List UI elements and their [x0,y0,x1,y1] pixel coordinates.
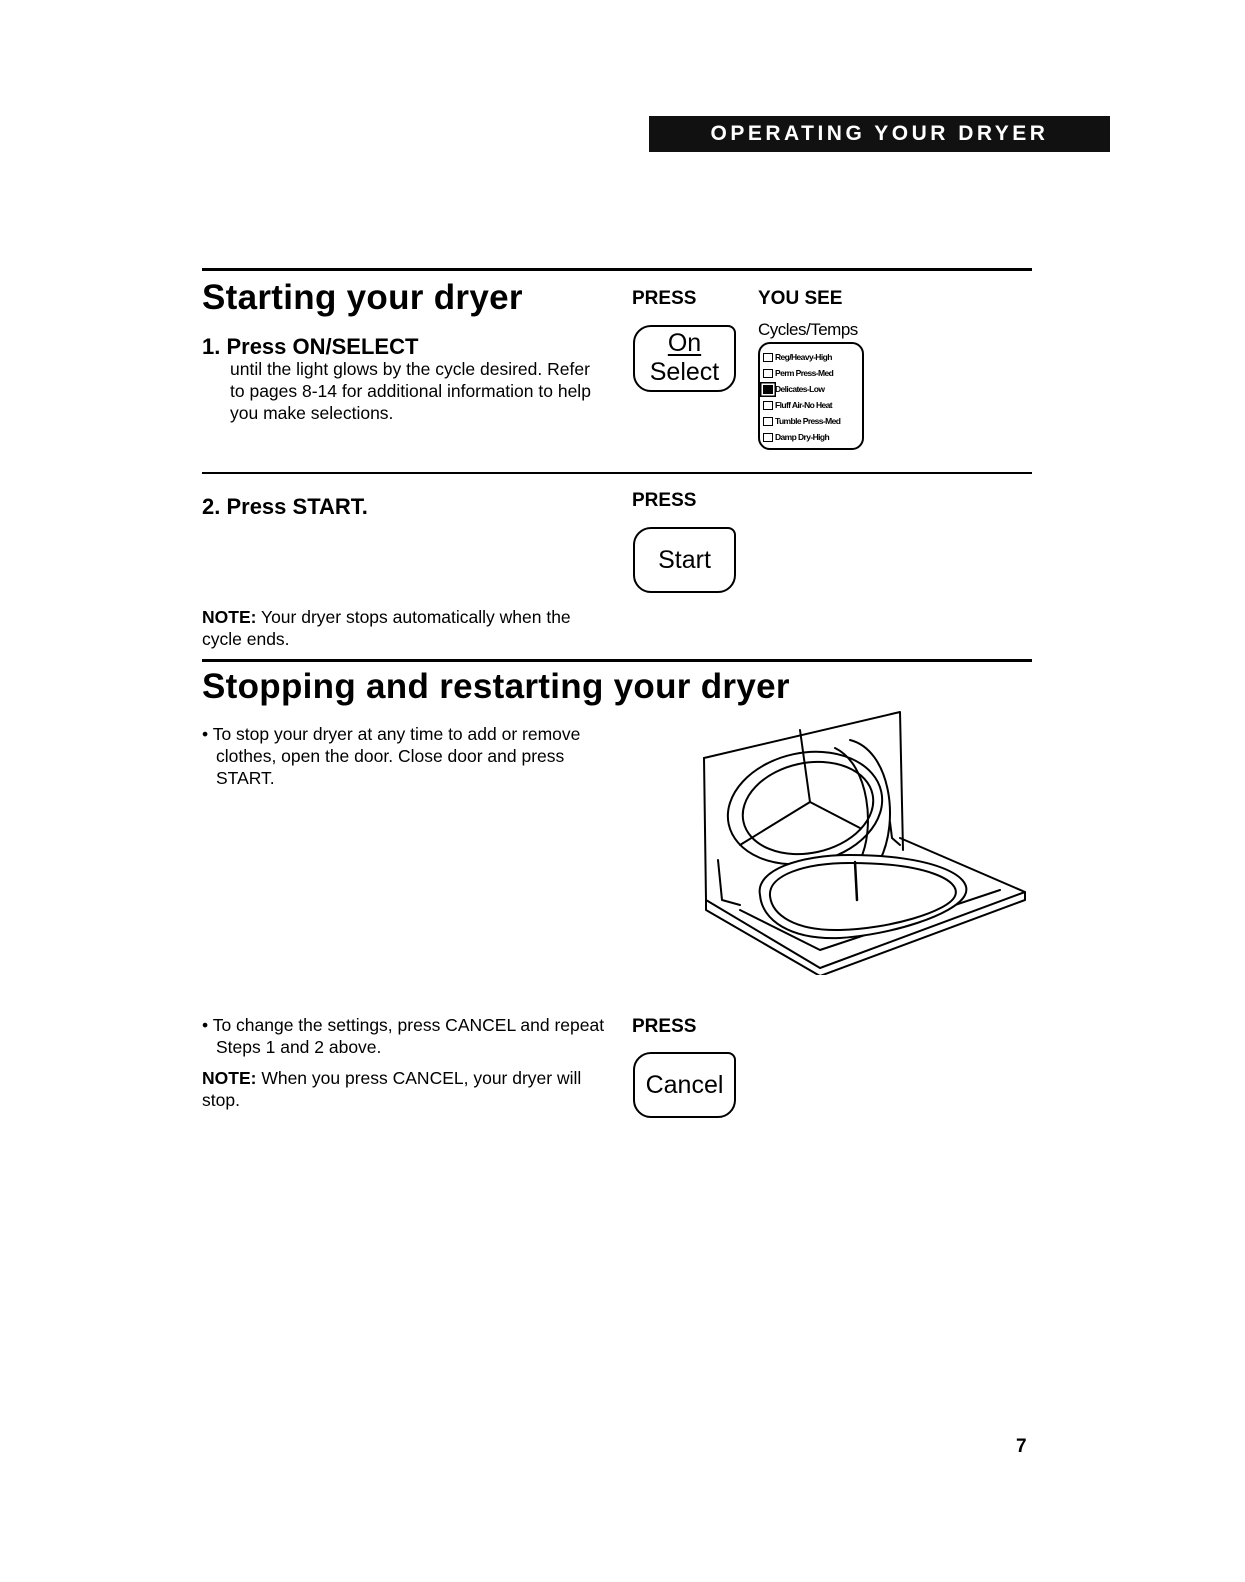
cycle-panel [758,342,864,450]
cycle-item[interactable] [763,429,860,445]
cycle-panel-title: Cycles/Temps [758,320,858,339]
cycle-light-icon [763,353,773,362]
cycle-light-icon [763,417,773,426]
stopping-title: Stopping and restarting your dryer [202,667,790,706]
cycle-item[interactable] [763,413,860,429]
page-number: 7 [1016,1436,1027,1457]
cycle-item-label: Reg/Heavy-High [775,352,832,362]
you-see-label: YOU SEE [758,288,843,309]
on-label: On [667,329,702,357]
bullet-dot: • [202,1015,213,1035]
dryer-open-door-illustration [700,710,1030,975]
cycle-item-label: Damp Dry-High [775,432,830,442]
step1-text: until the light glows by the cycle desired. Refer to pages 8-14 for additional information to help you make selections. [230,359,591,423]
cycle-item-label: Perm Press-Med [775,368,834,378]
cycle-item-label: Tumble Press-Med [775,416,841,426]
cycle-item-label: Delicates-Low [775,384,825,394]
note-label: NOTE: [202,607,257,627]
cycle-item[interactable] [763,365,860,381]
press-label: PRESS [632,1016,697,1037]
cycle-light-icon [763,433,773,442]
cycle-light-glowing-icon [763,385,773,394]
note-text: Your dryer stops automatically when the cycle ends. [202,607,571,649]
bullet-change-settings [202,1014,606,1058]
bullet-dot: • [202,724,213,744]
select-label: Select [649,358,720,386]
cancel-button[interactable]: Cancel [633,1052,736,1118]
cycle-item[interactable] [763,349,860,365]
section-banner: OPERATING YOUR DRYER [649,116,1110,152]
note-auto-stop [202,606,612,650]
press-label: PRESS [632,490,697,511]
step-divider [202,472,1032,474]
section-divider [202,268,1032,271]
bullet-text: To change the settings, press CANCEL and repeat Steps 1 and 2 above. [212,1015,605,1057]
cycle-light-icon [763,369,773,378]
starting-title: Starting your dryer [202,278,523,317]
cycle-item-label: Fluff Air-No Heat [775,400,833,410]
start-button[interactable]: Start [633,527,736,593]
section-divider [202,659,1032,662]
cycle-item[interactable] [763,397,860,413]
step2-heading: 2. Press START. [202,494,368,519]
cycle-item-selected[interactable] [763,381,860,397]
press-label: PRESS [632,288,697,309]
note-label: NOTE: [202,1068,257,1088]
on-select-button[interactable] [633,325,736,392]
cycle-light-icon [763,401,773,410]
note-cancel [202,1067,592,1111]
step1-heading: 1. Press ON/SELECT [202,334,419,359]
note-text: When you press CANCEL, your dryer will stop. [202,1068,582,1110]
bullet-stop-dryer [202,723,606,789]
bullet-text: To stop your dryer at any time to add or remove clothes, open the door. Close door and press START. [212,724,581,788]
